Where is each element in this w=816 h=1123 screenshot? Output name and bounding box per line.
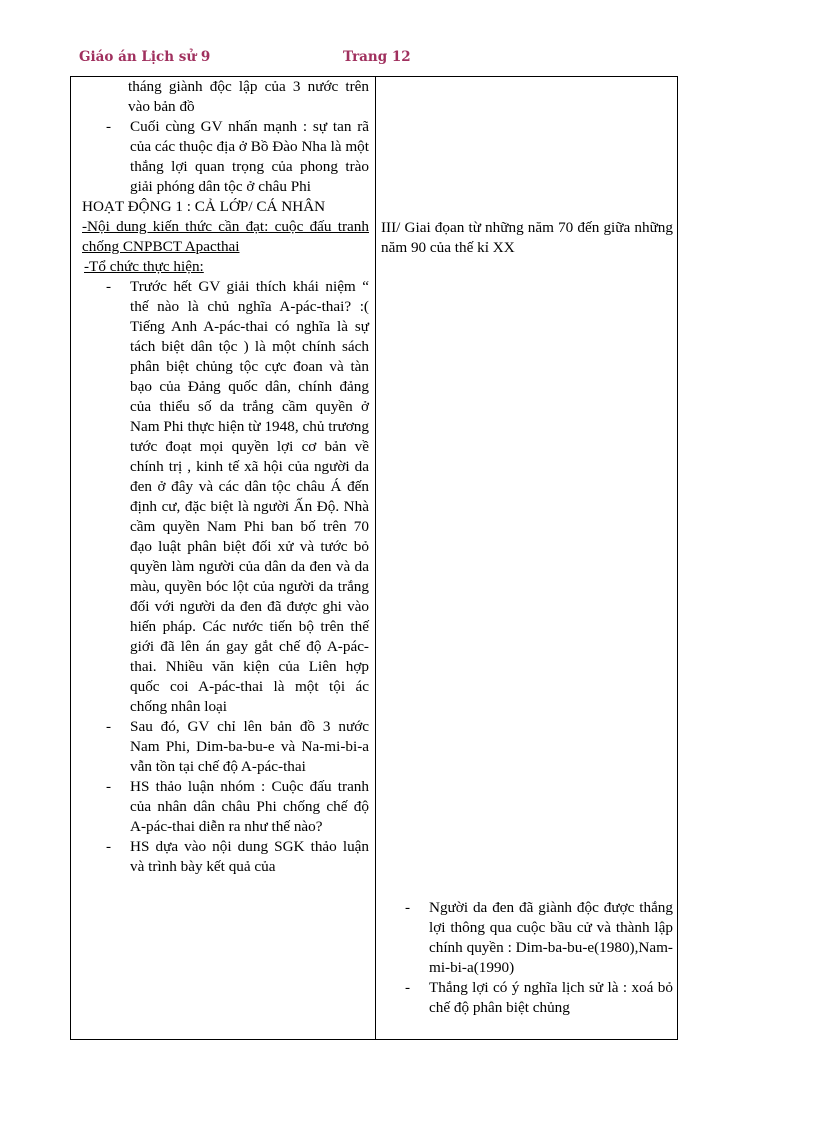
left-bullet-3 (76, 717, 369, 777)
bullet-text: Người da đen đã giành độc được thắng lợi thông qua cuộc bầu cử và thành lập chính quyền : Dim-ba-bu-e(1980),Nam-mi-bi-a(1990) (429, 899, 673, 976)
header-page-number: Trang 12 (343, 49, 411, 65)
bullet-dash: - (106, 838, 112, 855)
header-left-title: Giáo án Lịch sử 9 (79, 49, 211, 65)
bullet-text: Sau đó, GV chỉ lên bản đồ 3 nước Nam Phi, Dim-ba-bu-e và Na-mi-bi-a vẫn tồn tại chế độ A-pác-thai (130, 718, 369, 775)
bullet-dash: - (106, 118, 112, 135)
lesson-table (70, 76, 678, 1040)
bullet-dash: - (405, 899, 411, 916)
bullet-text: Thắng lợi có ý nghĩa lịch sử là : xoá bỏ chế độ phân biệt chủng (429, 979, 673, 1016)
bullet-text: HS dựa vào nội dung SGK thảo luận và trình bày kết quả của (130, 838, 369, 875)
left-bullet-5 (76, 837, 369, 877)
section-title: III/ Giai đọan từ những năm 70 đến giữa những năm 90 của thế kỉ XX (381, 219, 673, 256)
bullet-dash: - (106, 778, 112, 795)
bullet-dash: - (106, 718, 112, 735)
bullet-dash: - (405, 979, 411, 996)
continuation-text: tháng giành độc lập của 3 nước trên vào bản đồ (128, 78, 369, 115)
left-bullet-1 (76, 117, 369, 197)
content-label: -Nội dung kiến thức cần đạt: cuộc đấu tranh chống CNPBCT Apacthai (82, 218, 369, 255)
bullet-dash: - (106, 278, 112, 295)
activity-heading: HOẠT ĐỘNG 1 : CẢ LỚP/ CÁ NHÂN (82, 198, 326, 215)
right-bullets (381, 898, 673, 1018)
left-bullet-4 (76, 777, 369, 837)
left-bullet-2 (76, 277, 369, 717)
org-label: -Tổ chức thực hiện: (84, 258, 204, 275)
left-column (76, 77, 369, 877)
bullet-text: Cuối cùng GV nhấn mạnh : sự tan rã của các thuộc địa ở Bồ Đào Nha là một thắng lợi quan trọng của phong trào giải phóng dân tộc ở châu Phi (130, 118, 369, 195)
right-bullet-2 (381, 978, 673, 1018)
right-bullet-1 (381, 898, 673, 978)
bullet-text: HS thảo luận nhóm : Cuộc đấu tranh của nhân dân châu Phi chống chế độ A-pác-thai diễn ra như thế nào? (130, 778, 369, 835)
bullet-text: Trước hết GV giải thích khái niệm “ thế nào là chủ nghĩa A-pác-thai? :( Tiếng Anh A-pác-thai có nghĩa là sự tách biệt dân tộc ) là một chính sách phân biệt chủng tộc cực đoan và tàn bạo của Đảng quốc dân, chính đảng của thiểu số da trắng cầm quyền ở Nam Phi thực hiện từ 1948, chủ trương tước đoạt mọi quyền lợi cơ bản về chính trị , kinh tế xã hội của người da đen ở đây và các dân tộc châu Á đến định cư, đặc biệt là người Ấn Độ. Nhà cầm quyền Nam Phi ban bố trên 70 đạo luật phân biệt đối xử và tước bỏ quyền làm người của dân da đen và da màu, quyền bóc lột của người da trắng đối với người da đen đã được ghi vào hiến pháp. Các nước tiến bộ trên thế giới đã lên án gay gắt chế độ A-pác-thai. Nhiều văn kiện của Liên hợp quốc coi A-pác-thai là một tội ác chống nhân loại (130, 278, 369, 715)
column-divider (375, 77, 376, 1039)
